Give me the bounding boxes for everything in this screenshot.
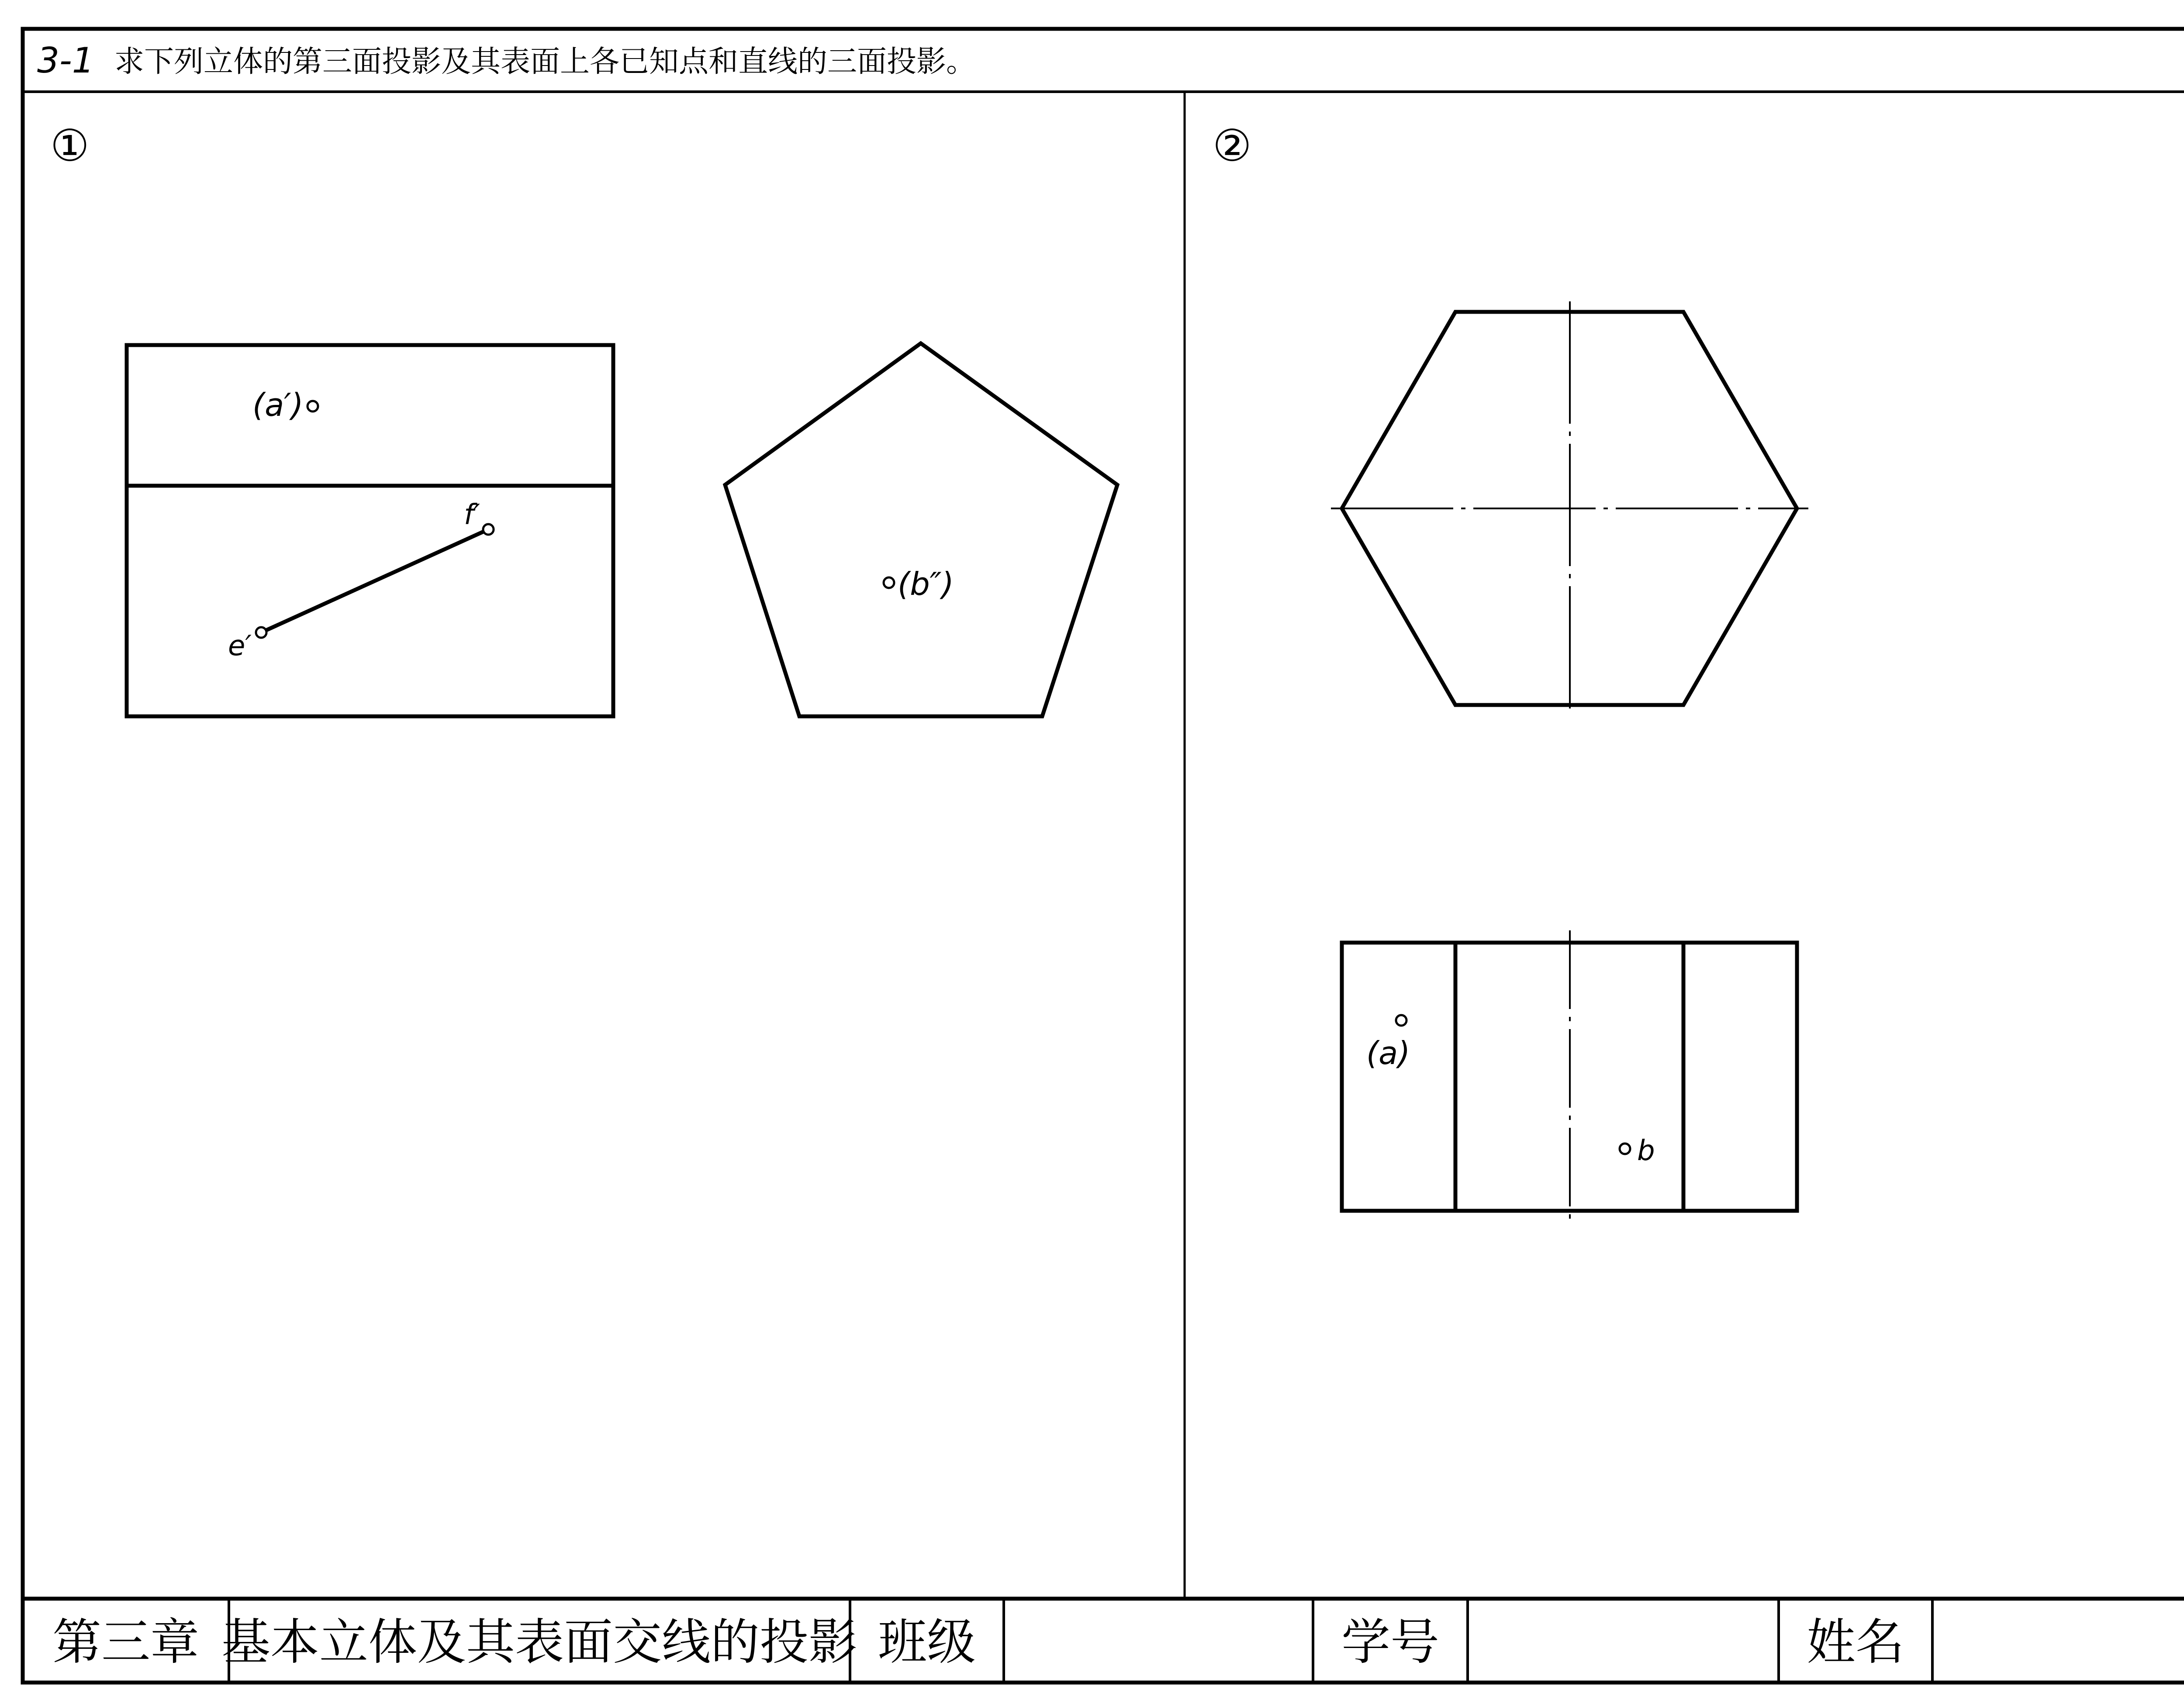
outer-frame	[23, 29, 2184, 1683]
instruction-text: 求下列立体的第三面投影及其表面上各已知点和直线的三面投影。	[114, 45, 976, 79]
point-b-top-marker	[1620, 1144, 1630, 1154]
point-b-top-label: b	[1637, 1135, 1655, 1167]
chapter-title: 基本立体及其表面交线的投影	[221, 1614, 857, 1671]
point-a-marker	[308, 401, 318, 411]
class-label: 班级	[878, 1614, 976, 1671]
panel1-front-view	[127, 345, 613, 716]
point-e-label: e′	[228, 630, 252, 662]
point-a-top-label: (a)	[1366, 1035, 1410, 1071]
point-b-label: (b″)	[898, 566, 954, 602]
problem-number: 3-1	[37, 40, 94, 81]
point-a-top-marker	[1396, 1015, 1406, 1026]
panel2-hexagon-centerlines	[1331, 301, 1808, 716]
point-e-marker	[256, 627, 266, 638]
panel1-marker: ①	[50, 120, 90, 171]
point-f-label: f′	[464, 499, 480, 531]
panel1-side-view-pentagon	[725, 343, 1117, 716]
panel2-marker: ②	[1213, 120, 1252, 171]
point-f-marker	[483, 524, 494, 535]
point-a-label: (a′)	[252, 387, 304, 423]
name-label: 姓名	[1807, 1614, 1904, 1671]
chapter-label: 第三章	[52, 1614, 199, 1671]
student-id-label: 学号	[1341, 1614, 1439, 1671]
point-b-marker	[884, 577, 894, 588]
